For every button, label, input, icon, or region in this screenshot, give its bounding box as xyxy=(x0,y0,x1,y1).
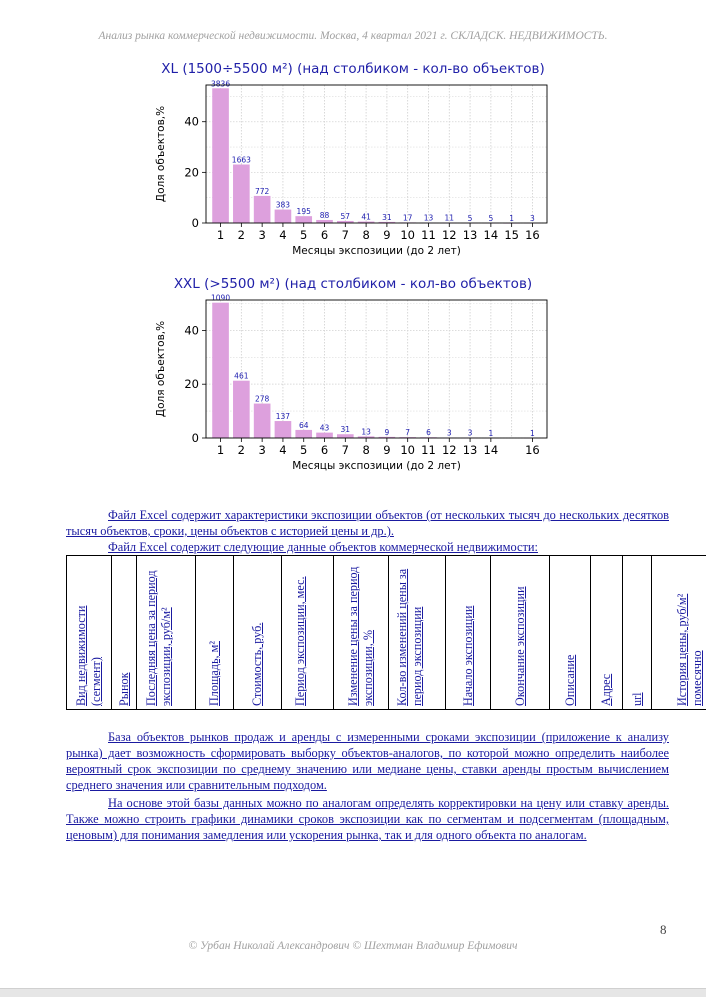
x-tick-label: 1 xyxy=(217,228,224,242)
bar-count-label: 43 xyxy=(320,424,330,433)
bar-count-label: 31 xyxy=(382,213,392,222)
column-header-text: Кол-во изменений цены за период экспозиции xyxy=(395,563,425,706)
bar-count-label: 3 xyxy=(468,429,473,438)
column-header-text: Последняя цена за период экспозиции, руб/м² xyxy=(144,563,174,706)
bar-count-label: 383 xyxy=(276,201,291,210)
x-tick-label: 13 xyxy=(463,443,478,457)
x-tick-label: 5 xyxy=(300,228,307,242)
paragraph-text: База объектов рынков продаж и аренды с измеренными сроками экспозиции (приложение к анализу рынка) дает возможность сформировать выборку объектов-аналогов, по которой можно определить наиболее вероятный срок экспозиции по среднему значению или медиане цены, ставки аренды простым вычислением среднего значения или сравнительным подходом. xyxy=(66,730,669,792)
column-header-text: Адрес xyxy=(599,563,614,706)
chart-xl-title: XL (1500÷5500 м²) (над столбиком - кол-во объектов) xyxy=(0,61,706,77)
bar-count-label: 13 xyxy=(361,427,371,436)
x-axis-label: Месяцы экспозиции (до 2 лет) xyxy=(292,245,461,257)
bar xyxy=(316,433,333,438)
bar-count-label: 5 xyxy=(488,214,493,223)
bar-count-label: 7 xyxy=(405,428,410,437)
bar-count-label: 461 xyxy=(234,372,249,381)
paragraph-excel-characteristics xyxy=(66,507,669,539)
paragraph-database xyxy=(66,729,669,793)
bar xyxy=(212,303,229,438)
bar-count-label: 1 xyxy=(530,429,535,438)
bar-count-label: 195 xyxy=(297,207,312,216)
column-header-cell xyxy=(389,556,446,710)
x-tick-label: 12 xyxy=(442,443,457,457)
paragraph-text: Файл Excel содержит характеристики экспозиции объектов (от нескольких тысяч до нескольких десятков тысяч объектов, сроки, цены объектов с историей цены и др.). xyxy=(66,508,669,538)
column-header-cell xyxy=(67,556,112,710)
x-tick-label: 1 xyxy=(217,443,224,457)
x-tick-label: 10 xyxy=(400,443,415,457)
bar-count-label: 1 xyxy=(488,429,493,438)
x-tick-label: 2 xyxy=(238,443,245,457)
bar-count-label: 1 xyxy=(509,214,514,223)
column-header-cell xyxy=(282,556,334,710)
bar-count-label: 41 xyxy=(361,213,371,222)
bar-count-label: 88 xyxy=(320,211,330,220)
bar xyxy=(254,196,271,223)
bar-count-label: 11 xyxy=(445,214,455,223)
chart-xl xyxy=(150,78,550,278)
bar xyxy=(212,88,229,223)
bar-count-label: 57 xyxy=(341,212,351,221)
y-tick-label: 40 xyxy=(184,323,199,337)
bar-count-label: 3836 xyxy=(211,79,230,88)
x-tick-label: 12 xyxy=(442,228,457,242)
paragraph-excel-data xyxy=(66,539,669,555)
column-header-cell xyxy=(234,556,282,710)
column-header-text: Описание xyxy=(563,563,578,706)
x-tick-label: 7 xyxy=(342,443,349,457)
paragraph-text: На основе этой базы данных можно по аналогам определять корректировки на цену или ставку аренды. Также можно строить графики динамики сроков экспозиции как по сегментам и подсегментам (площадным, ценовым) для понимания замедления или ускорения рынка, так и для одного объекта по аналогам. xyxy=(66,796,669,842)
y-tick-label: 20 xyxy=(184,165,199,179)
y-tick-label: 0 xyxy=(192,431,199,445)
bar xyxy=(295,216,312,223)
chart-xxl-title: XXL (>5500 м²) (над столбиком - кол-во объектов) xyxy=(0,276,706,292)
page-footer: © Урбан Николай Александрович © Шехтман Владимир Ефимович xyxy=(0,940,706,952)
y-axis-label: Доля объектов,% xyxy=(155,321,167,417)
column-header-cell xyxy=(334,556,389,710)
bar xyxy=(233,165,250,223)
x-tick-label: 8 xyxy=(362,443,369,457)
column-header-text: url xyxy=(630,563,645,706)
y-tick-label: 20 xyxy=(184,377,199,391)
bar-count-label: 772 xyxy=(255,187,270,196)
x-tick-label: 11 xyxy=(421,443,436,457)
paragraph-text: Файл Excel содержит следующие данные объектов коммерческой недвижимости: xyxy=(108,540,538,554)
x-tick-label: 15 xyxy=(504,228,519,242)
x-tick-label: 4 xyxy=(279,228,286,242)
page-number: 8 xyxy=(660,922,667,938)
column-header-cell xyxy=(491,556,550,710)
paragraph-analogs xyxy=(66,795,669,843)
x-tick-label: 16 xyxy=(525,228,540,242)
chart-xxl xyxy=(150,293,550,493)
bar xyxy=(316,220,333,223)
bar-count-label: 9 xyxy=(385,428,390,437)
column-header-cell xyxy=(196,556,234,710)
bar-count-label: 6 xyxy=(426,428,431,437)
column-header-cell xyxy=(112,556,137,710)
x-tick-label: 16 xyxy=(525,443,540,457)
x-tick-label: 9 xyxy=(383,228,390,242)
column-header-text: Окончание экспозиции xyxy=(513,563,528,706)
columns-table xyxy=(66,555,706,710)
column-header-cell xyxy=(591,556,623,710)
bar-count-label: 278 xyxy=(255,395,270,404)
x-tick-label: 10 xyxy=(400,228,415,242)
bar xyxy=(275,421,292,438)
column-header-text: Изменение цены за период экспозиции, % xyxy=(346,563,376,706)
bar-count-label: 3 xyxy=(447,429,452,438)
column-header-text: Рынок xyxy=(117,563,132,706)
columns-row xyxy=(67,556,706,710)
column-header-text: Вид недвижимости (сегмент) xyxy=(74,563,104,706)
x-tick-label: 5 xyxy=(300,443,307,457)
bar xyxy=(254,404,271,438)
column-header-cell xyxy=(623,556,652,710)
x-tick-label: 9 xyxy=(383,443,390,457)
x-tick-label: 11 xyxy=(421,228,436,242)
y-axis-label: Доля объектов,% xyxy=(155,106,167,202)
x-tick-label: 3 xyxy=(258,443,265,457)
x-tick-label: 4 xyxy=(279,443,286,457)
column-header-text: Площадь, м² xyxy=(207,563,222,706)
column-header-text: Период экспозиции, мес. xyxy=(293,563,308,706)
bar-count-label: 5 xyxy=(468,214,473,223)
bar xyxy=(337,434,354,438)
column-header-text: Стоимость, руб. xyxy=(250,563,265,706)
bar xyxy=(233,381,250,438)
x-tick-label: 13 xyxy=(463,228,478,242)
bar-count-label: 13 xyxy=(424,214,434,223)
x-tick-label: 2 xyxy=(238,228,245,242)
x-tick-label: 14 xyxy=(484,228,499,242)
x-tick-label: 8 xyxy=(362,228,369,242)
bar xyxy=(295,430,312,438)
bar-count-label: 137 xyxy=(276,412,291,421)
y-tick-label: 0 xyxy=(192,216,199,230)
y-tick-label: 40 xyxy=(184,115,199,129)
x-tick-label: 3 xyxy=(258,228,265,242)
column-header-cell xyxy=(446,556,491,710)
column-header-cell xyxy=(137,556,196,710)
x-tick-label: 6 xyxy=(321,443,328,457)
bar-count-label: 1663 xyxy=(232,156,251,165)
page-header: Анализ рынка коммерческой недвижимости. Москва, 4 квартал 2021 г. СКЛАДСК. НЕДВИЖИМОСТЬ. xyxy=(0,30,706,42)
column-header-cell xyxy=(550,556,591,710)
x-tick-label: 7 xyxy=(342,228,349,242)
bar-count-label: 3 xyxy=(530,214,535,223)
bar-count-label: 31 xyxy=(341,425,351,434)
column-header-text: История цены, руб/м² помесячно xyxy=(675,563,705,706)
bar xyxy=(275,210,292,223)
bar-count-label: 64 xyxy=(299,421,309,430)
bar-count-label: 17 xyxy=(403,213,413,222)
x-tick-label: 6 xyxy=(321,228,328,242)
column-header-cell xyxy=(652,556,706,710)
bar-count-label: 1090 xyxy=(211,294,230,303)
x-axis-label: Месяцы экспозиции (до 2 лет) xyxy=(292,460,461,472)
column-header-text: Начало экспозиции xyxy=(461,563,476,706)
x-tick-label: 14 xyxy=(484,443,499,457)
